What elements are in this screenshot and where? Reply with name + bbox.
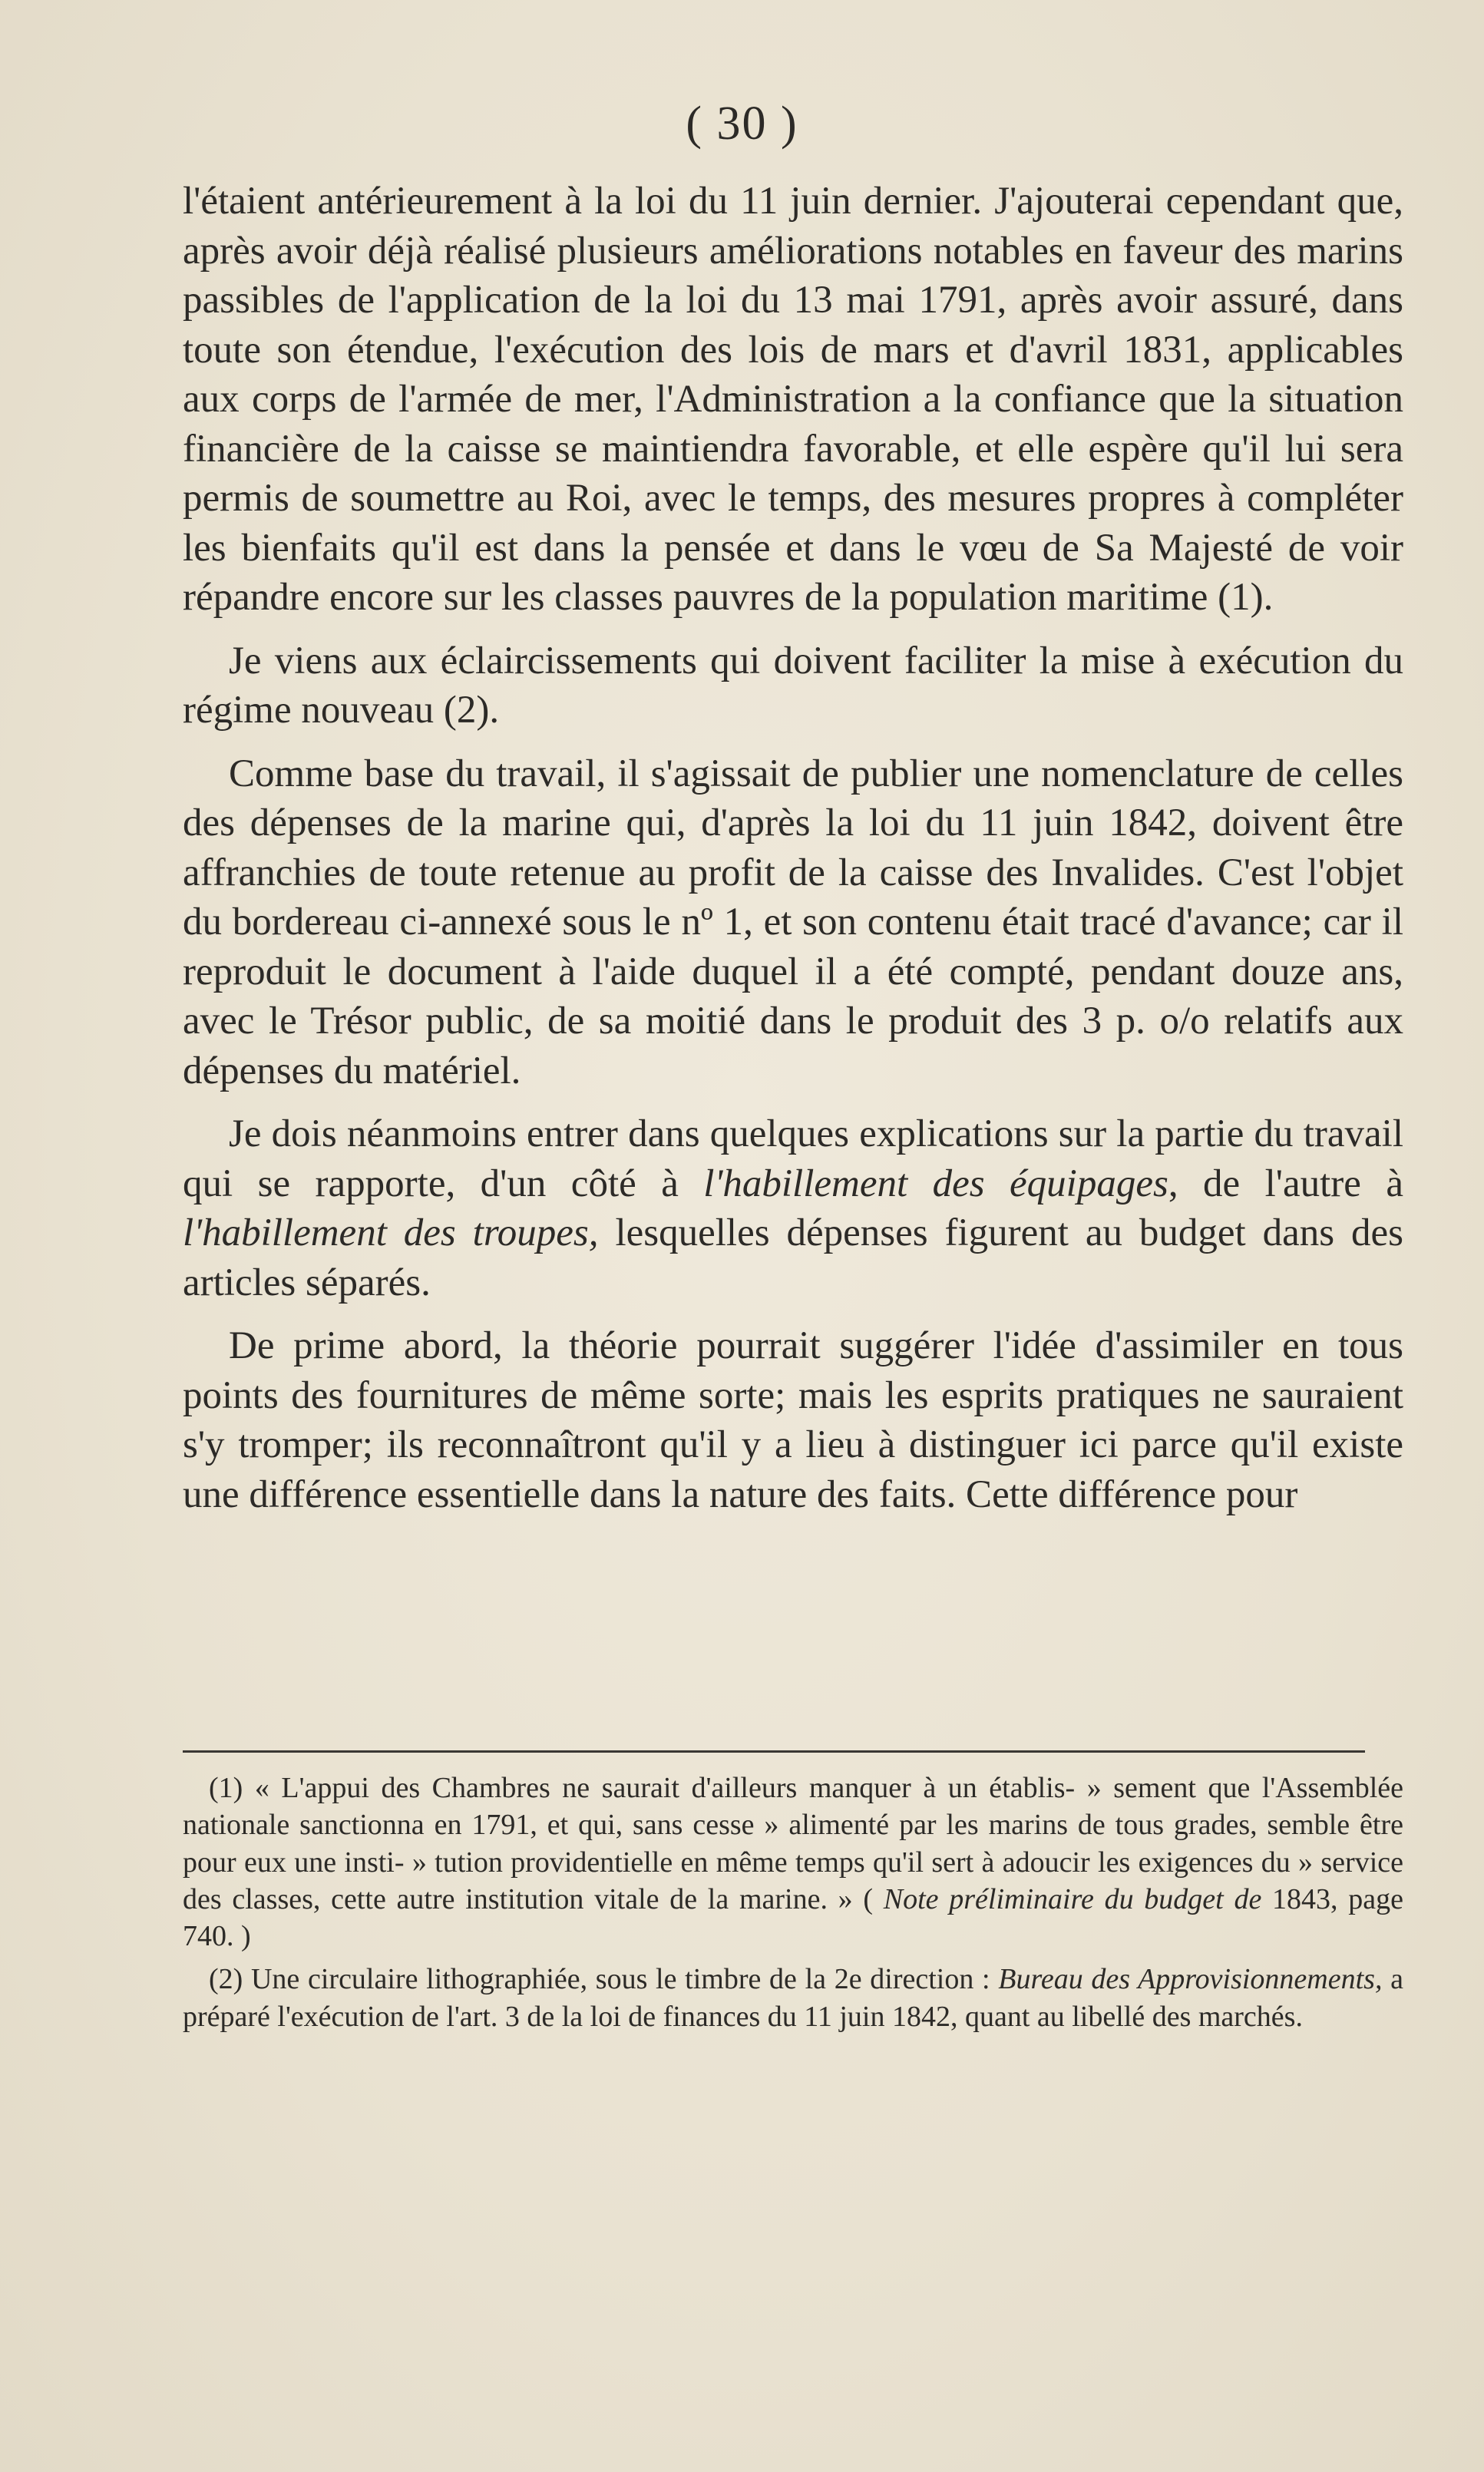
text-run: l'étaient antérieurement à la loi du 11 juin dernier. J'ajouterai cependant que, après avoir déjà réalisé plusieurs améliorations notables en faveur des marins passibles de l'application de la loi du 13 mai 1791, après avoir assuré, dans toute son étendue, l'exécution des lois de mars et d'avril 1831, applicables aux corps de l'armée de mer, l'Administration a la confiance que la situation financière de la caisse se maintiendra favorable, et elle espère qu'il lui sera permis de soumettre au Roi, avec le temps, des mesures propres à compléter les bienfaits qu'il est dans la pensée et dans le vœu de Sa Majesté de voir répandre encore sur les classes pauvres de la population maritime (1). (183, 180, 1403, 619)
footnote (183, 1961, 1403, 2035)
footnote-rule (183, 1750, 1365, 1753)
text-run: 1843, page 740. ) (183, 1882, 1403, 1953)
text-run: Je dois néanmoins entrer dans quelques explications sur la partie du travail qui se rapporte, d'un côté à (183, 1112, 1403, 1205)
text-run: (2) Une circulaire lithographiée, sous le timbre de la 2e direction : (209, 1963, 999, 1996)
paragraph (183, 749, 1403, 1096)
italic-text-run: l'habillement des équipages (703, 1162, 1168, 1205)
italic-text-run: l'habillement des troupes, (183, 1211, 599, 1254)
italic-text-run: Bureau des Approvisionnements, (998, 1963, 1383, 1996)
text-run: , de l'autre à (1168, 1162, 1403, 1205)
paragraph (183, 636, 1403, 735)
text-run: Je viens aux éclaircissements qui doivent faciliter la mise à exécution du régime nouveau (2). (183, 639, 1403, 732)
paragraph (183, 1109, 1403, 1307)
footnote (183, 1770, 1403, 1955)
paragraph (183, 1321, 1403, 1519)
paragraph (183, 177, 1403, 623)
text-run: Comme base du travail, il s'agissait de publier une nomenclature de celles des dépenses de la marine qui, d'après la loi du 11 juin 1842, doivent être affranchies de toute retenue au profit de la caisse des Invalides. C'est l'objet du bordereau ci-annexé sous le nº 1, et son contenu était tracé d'avance; car il reproduit le document à l'aide duquel il a été compté, pendant douze ans, avec le Trésor public, de sa moitié dans le produit des 3 p. o/o relatifs aux dépenses du matériel. (183, 752, 1403, 1092)
body-text (183, 177, 1403, 1533)
text-run: (1) « L'appui des Chambres ne saurait d'ailleurs manquer à un établis- » sement que l'Assemblée nationale sanctionna en 1791, et qui, sans cesse » alimenté par les marins de tous grades, semble être pour eux une insti- » tution providentielle en même temps qu'il sert à adoucir les exigences du » service des classes, cette autre institution vitale de la marine. » ( (183, 1772, 1403, 1915)
page-number: ( 30 ) (686, 97, 798, 150)
italic-text-run: Note préliminaire du budget de (883, 1882, 1262, 1915)
text-run: a préparé l'exécution de l'art. 3 de la loi de finances du 11 juin 1842, quant au libellé des marchés. (183, 1963, 1404, 2033)
text-run: lesquelles dépenses figurent au budget dans des articles séparés. (183, 1211, 1403, 1304)
text-run: De prime abord, la théorie pourrait suggérer l'idée d'assimiler en tous points des fournitures de même sorte; mais les esprits pratiques ne sauraient s'y tromper; ils reconnaîtront qu'il y a lieu à distinguer ici parce qu'il existe une différence essentielle dans la nature des faits. Cette différence pour (183, 1324, 1403, 1516)
footnotes (183, 1770, 1403, 2041)
